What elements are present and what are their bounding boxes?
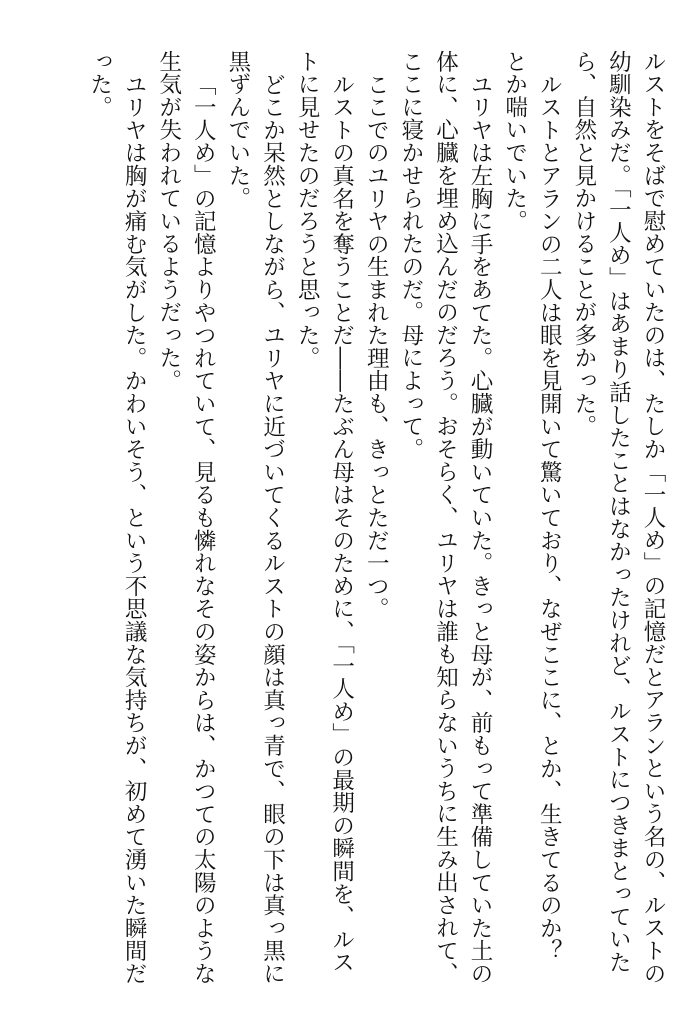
paragraph-8: ユリヤは胸が痛む気がした。かわいそう、という不思議な気持ちが、初めて湧いた瞬間だった。 xyxy=(86,50,148,985)
paragraph-5: ルストの真名を奪うことだ――たぶん母はそのために、「一人め」の最期の瞬間を、ルストに見せたのだろうと思った。 xyxy=(294,50,355,974)
paragraph-7: 「一人め」の記憶よりやつれていて、見るも憐れなその姿からは、かつての太陽のような生気が失われているようだった。 xyxy=(155,50,217,985)
paragraph-4: ここでのユリヤの生まれた理由も、きっとただ一つ。 xyxy=(363,72,390,620)
paragraph-2: ルストとアランの二人は眼を見開いて驚いており、なぜここに、とか、生きてるのか？ とか喘いでいた。 xyxy=(501,50,563,985)
vertical-text-body xyxy=(20,50,670,995)
paragraph-1: ルストをそばで慰めていたのは、たしか「一人め」の記憶だとアランという名の、ルストの幼馴染みだ。「一人め」はあまり話したことはなかったけれど、ルストにつきまとっていたら、自然と見かけることが多かった。 xyxy=(570,50,666,985)
paragraph-6: どこか呆然としながら、ユリヤに近づいてくるルストの顔は真っ青で、眼の下は真っ黒に黒ずんでいた。 xyxy=(224,50,286,985)
paragraph-3: ユリヤは左胸に手をあてた。心臓が動いていた。きっと母が、前もって準備していた土の体に、心臓を埋め込んだのだろう。おそらく、ユリヤは誰も知らないうちに生み出されて、ここに寝かせられたのだ。母によって。 xyxy=(397,50,494,985)
